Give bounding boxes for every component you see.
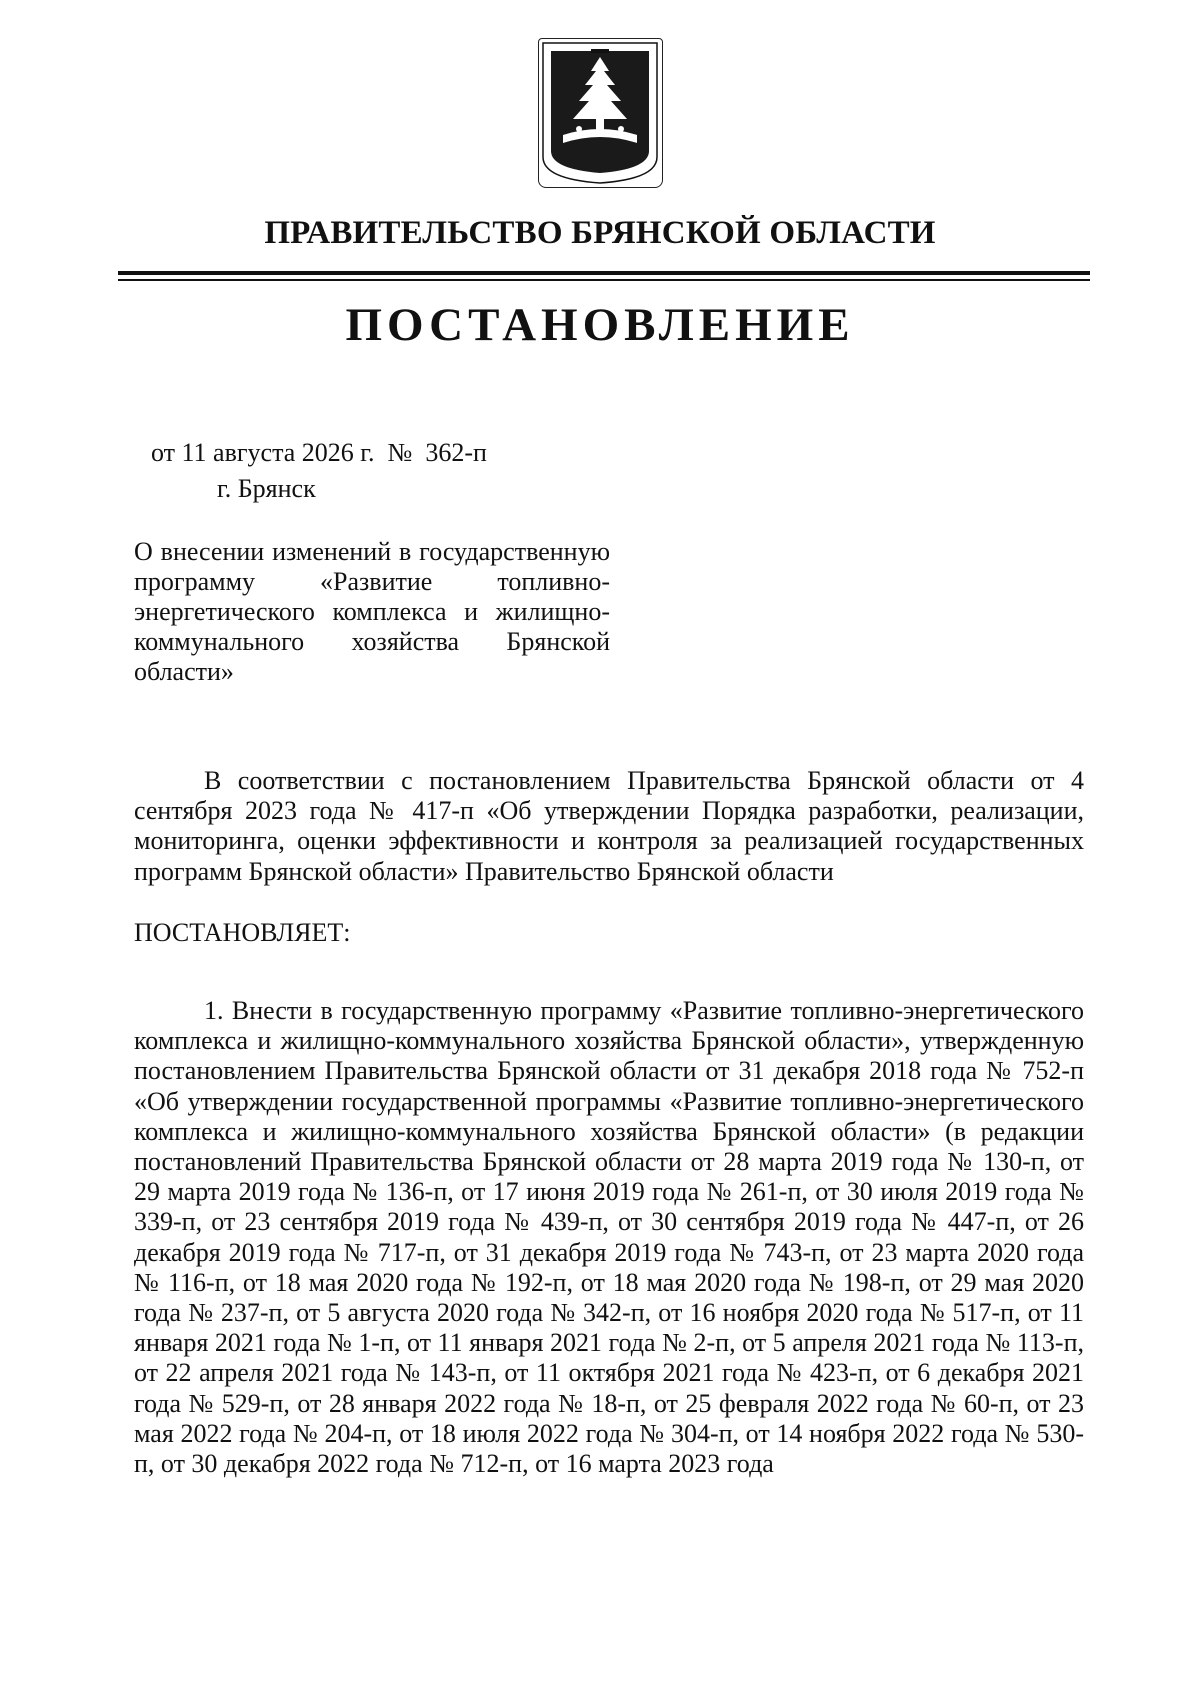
decree-word: ПОСТАНОВЛЯЕТ: (134, 918, 351, 947)
date-and-number: от 11 августа 2026 г. № 362-п (151, 438, 487, 467)
preamble-paragraph: В соответствии с постановлением Правительства Брянской области от 4 сентября 2023 года № 417-п «Об утверждении Порядка разработки, реализации, мониторинга, оценки эффективности и контроля за реализацией государственных программ Брянской области» Правительство Брянской области (134, 766, 1084, 886)
header-rule-thick (118, 271, 1090, 275)
document-subject: О внесении изменений в государственную программу «Развитие топливно-энергетического комплекса и жилищно-коммунального хозяйства Брянской области» (134, 537, 610, 686)
clause-1-paragraph: 1. Внести в государственную программу «Развитие топливно-энергетического комплекса и жилищно-коммунального хозяйства Брянской области», утвержденную постановлением Правительства Брянской области от 31 декабря 2018 года № 752-п «Об утверждении государственной программы «Развитие топливно-энергетического комплекса и жилищно-коммунального хозяйства Брянской области» (в редакции постановлений Правительства Брянской области от 28 марта 2019 года № 130-п, от 29 марта 2019 года № 136-п, от 17 июня 2019 года № 261-п, от 30 июля 2019 года № 339-п, от 23 сентября 2019 года № 439-п, от 30 сентября 2019 года № 447-п, от 26 декабря 2019 года № 717-п, от 31 декабря 2019 года № 743-п, от 23 марта 2020 года № 116-п, от 18 мая 2020 года № 192-п, от 18 мая 2020 года № 198-п, от 29 мая 2020 года № 237-п, от 5 августа 2020 года № 342-п, от 16 ноября 2020 года № 517-п, от 11 января 2021 года № 1-п, от 11 января 2021 года № 2-п, от 5 апреля 2021 года № 113-п, от 22 апреля 2021 года № 143-п, от 11 октября 2021 года № 423-п, от 6 декабря 2021 года № 529-п, от 28 января 2022 года № 18-п, от 25 февраля 2022 года № 60-п, от 23 мая 2022 года № 204-п, от 18 июля 2022 года № 304-п, от 14 ноября 2022 года № 530-п, от 30 декабря 2022 года № 712-п, от 16 марта 2023 года (134, 996, 1084, 1479)
coat-of-arms-icon (538, 38, 663, 188)
coat-of-arms-drawing (539, 39, 661, 186)
header-rule-thin (118, 279, 1090, 281)
government-title: ПРАВИТЕЛЬСТВО БРЯНСКОЙ ОБЛАСТИ (264, 215, 936, 251)
document-type: ПОСТАНОВЛЕНИЕ (345, 299, 855, 351)
city: г. Брянск (217, 474, 316, 503)
